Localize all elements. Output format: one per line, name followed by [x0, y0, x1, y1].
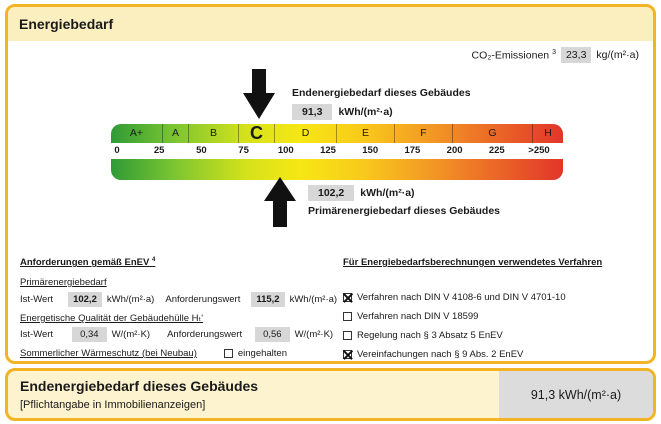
verfahren-label: Regelung nach § 3 Absatz 5 EnEV — [357, 330, 503, 341]
arrow-down-icon — [243, 69, 275, 121]
co2-unit: kg/(m²·a) — [596, 49, 639, 61]
tick-label: 125 — [320, 145, 336, 156]
tick-label: 200 — [446, 145, 463, 156]
class-6: F — [395, 124, 453, 143]
verfahren-heading: Für Energiebedarfsberechnungen verwendetes Verfahren — [343, 257, 603, 268]
anforderungen-heading: Anforderungen gemäß EnEV $^4$ — [20, 257, 156, 269]
endenergie-unit: kWh/(m²·a) — [338, 106, 393, 118]
verfahren-label: Vereinfachungen nach § 9 Abs. 2 EnEV — [357, 349, 524, 360]
verfahren-checkbox[interactable] — [343, 350, 352, 359]
tick-label: 100 — [277, 145, 294, 156]
energiebedarf-card — [5, 4, 656, 364]
anf-primaer-value: 115,2 — [251, 292, 284, 307]
tick-label: 50 — [196, 145, 207, 156]
primaerenergie-value-row — [308, 185, 415, 201]
pflichtangabe-card — [5, 368, 656, 421]
sommer-row: Sommerlicher Wärmeschutz (bei Neubau) eingehalten — [20, 348, 288, 359]
tick-label: 175 — [404, 145, 421, 156]
ist-primaer-value: 102,2 — [68, 292, 102, 307]
tick-label: 150 — [362, 145, 379, 156]
endenergie-value-row — [292, 104, 393, 120]
tick-label: >250 — [528, 145, 550, 156]
verfahren-checkbox[interactable] — [343, 312, 352, 321]
verfahren-checkbox[interactable] — [343, 293, 352, 302]
class-0: A+ — [111, 124, 163, 143]
class-4: D — [275, 124, 337, 143]
anf-h-value: 0,56 — [255, 327, 290, 342]
class-3: C — [239, 124, 275, 143]
verfahren-item — [343, 292, 566, 303]
verfahren-checkbox[interactable] — [343, 331, 352, 340]
bottom-value: 91,3 kWh/(m²·a) — [499, 371, 653, 418]
class-7: G — [453, 124, 533, 143]
co2-value: 23,3 — [561, 47, 591, 63]
co2-emissions — [472, 47, 639, 63]
ist-h-value: 0,34 — [72, 327, 107, 342]
class-8: H — [544, 127, 552, 139]
endenergie-label: Endenergiebedarf dieses Gebäudes — [292, 87, 471, 99]
class-1: A — [163, 124, 189, 143]
primaerenergie-value: 102,2 — [308, 185, 354, 201]
huelle-row: Ist-Wert 0,34 W/(m²·K) Anforderungswert 0,56 W/(m²·K) — [20, 329, 334, 340]
primaer-subheading: Primärenergiebedarf — [20, 277, 107, 288]
energy-scale — [111, 124, 563, 180]
bottom-title: Endenergiebedarf dieses Gebäudes — [20, 378, 259, 394]
bottom-subtitle: [Pflichtangabe in Immobilienanzeigen] — [20, 399, 206, 411]
primaerenergie-unit: kWh/(m²·a) — [360, 187, 415, 199]
tick-row — [111, 143, 563, 159]
class-2: B — [189, 124, 239, 143]
tick-label: 25 — [153, 145, 165, 156]
primaer-row: Ist-Wert 102,2 kWh/(m²·a) Anforderungswert 115,2 kWh/(m²·a) — [20, 294, 338, 305]
tick-label: 0 — [114, 145, 120, 156]
qualitaet-subheading: Energetische Qualität der Gebäudehülle Hₜ' — [20, 313, 204, 324]
card-title: Energiebedarf — [8, 7, 653, 41]
verfahren-item — [343, 349, 523, 360]
verfahren-item — [343, 330, 503, 341]
verfahren-label: Verfahren nach DIN V 4108-6 und DIN V 4701-10 — [357, 292, 566, 303]
eingehalten-checkbox[interactable] — [224, 349, 233, 358]
verfahren-label: Verfahren nach DIN V 18599 — [357, 311, 479, 322]
endenergie-value: 91,3 — [292, 104, 332, 120]
tick-label: 75 — [238, 145, 249, 156]
co2-label: CO₂-Emissionen $^3$ — [471, 48, 556, 62]
verfahren-item — [343, 311, 478, 322]
primaerenergie-label: Primärenergiebedarf dieses Gebäudes — [308, 205, 500, 217]
class-5: E — [337, 124, 395, 143]
arrow-up-icon — [264, 175, 296, 227]
class-row — [111, 124, 563, 143]
tick-label: 225 — [488, 145, 505, 156]
